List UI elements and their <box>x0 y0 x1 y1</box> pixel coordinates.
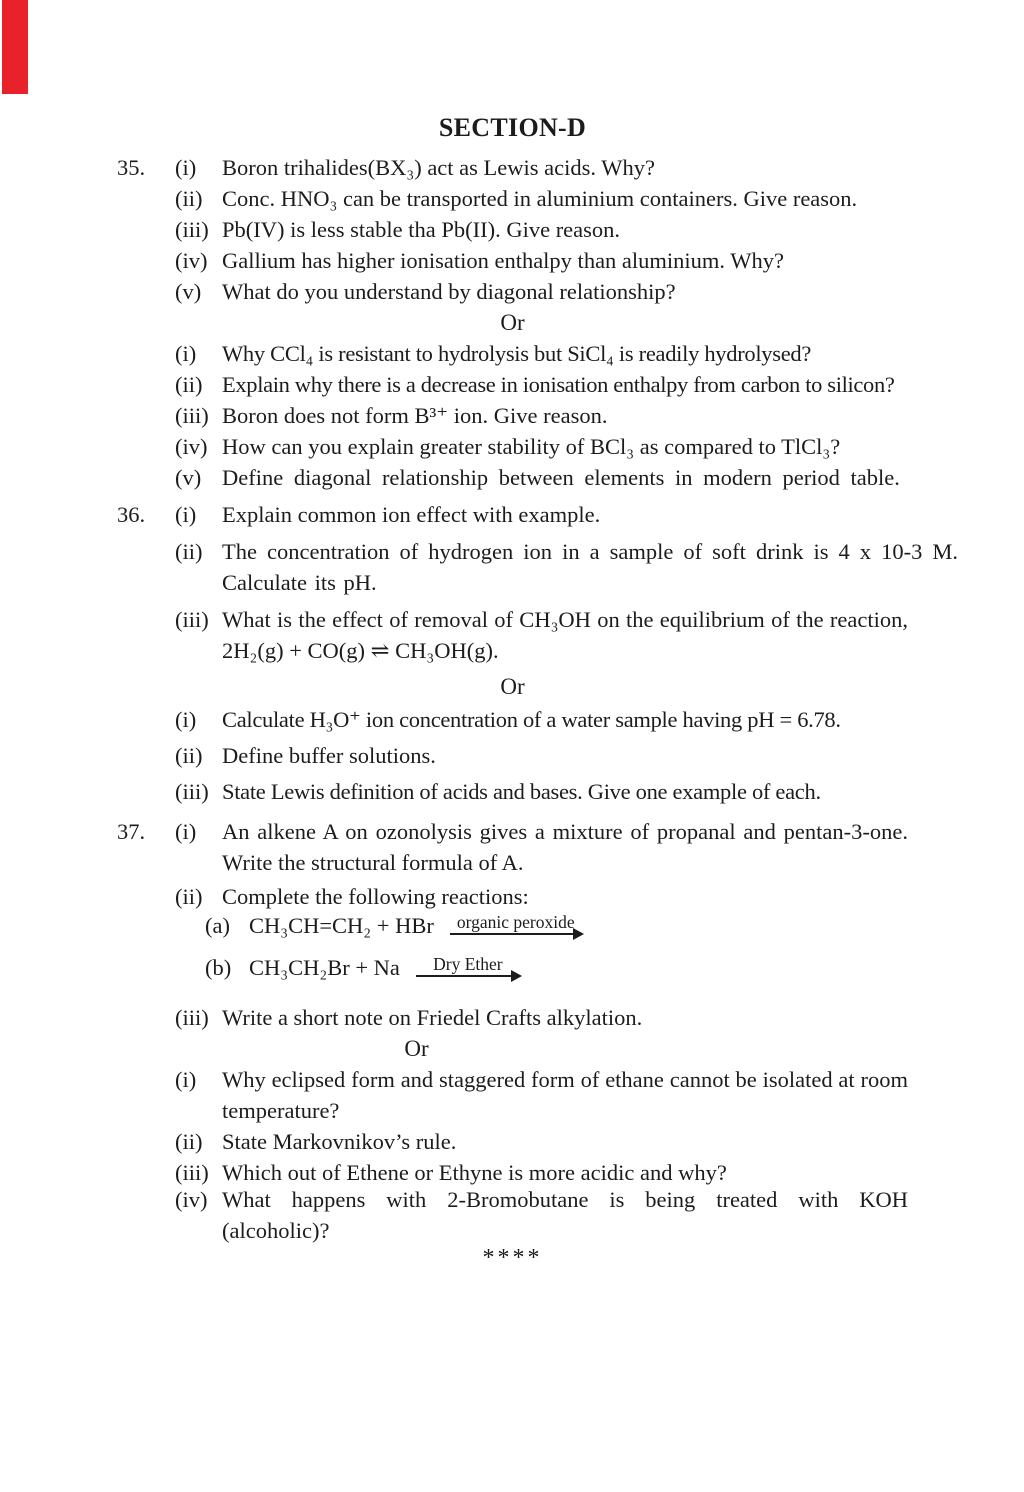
part-text: Why eclipsed form and staggered form of ethane cannot be isolated at room temperature? <box>222 1067 908 1123</box>
part-text: Write a short note on Friedel Crafts alkylation. <box>222 1005 643 1030</box>
reaction-condition: Dry Ether <box>433 954 503 974</box>
reaction-formula: CH₃CH=CH₂ + HBr <box>249 913 434 938</box>
part-label: (i) <box>175 155 197 180</box>
part-label: (iii) <box>175 217 209 242</box>
part-text: Define buffer solutions. <box>222 743 436 768</box>
right-arrow-icon <box>416 975 520 977</box>
question-number: 36. <box>117 502 146 527</box>
document-body <box>117 112 958 1271</box>
question-row <box>117 604 908 666</box>
question-row <box>117 276 908 307</box>
reaction-condition: organic peroxide <box>456 912 575 932</box>
question-row <box>117 400 908 431</box>
part-label: (ii) <box>175 539 203 564</box>
question-row <box>117 152 908 183</box>
part-label: (iii) <box>175 1005 209 1030</box>
question-row <box>117 1064 908 1126</box>
part-text: State Markovnikov’s rule. <box>222 1129 457 1154</box>
question-row <box>117 1002 908 1033</box>
part-text: What do you understand by diagonal relationship? <box>222 279 676 304</box>
question-row <box>117 776 908 807</box>
part-label: (ii) <box>175 372 203 397</box>
question-row <box>117 499 908 530</box>
part-text: Which out of Ethene or Ethyne is more acidic and why? <box>222 1160 727 1185</box>
part-text: Conc. HNO₃ can be transported in aluminium containers. Give reason. <box>222 186 858 211</box>
part-label: (ii) <box>175 884 203 909</box>
or-separator: Or <box>500 310 525 335</box>
part-text: Boron trihalides(BX₃) act as Lewis acids. Why? <box>222 155 655 180</box>
part-text: Complete the following reactions: <box>222 884 529 909</box>
part-text: Explain common ion effect with example. <box>222 502 601 527</box>
question-number: 37. <box>117 819 146 844</box>
part-label: (i) <box>175 502 197 527</box>
or-separator: Or <box>404 1036 429 1061</box>
reaction-label: (a) <box>205 913 230 938</box>
part-label: (i) <box>175 819 197 844</box>
reaction-formula: CH₃CH₂Br + Na <box>249 955 400 980</box>
question-row <box>117 881 908 912</box>
part-label: (iv) <box>175 248 208 273</box>
part-text: Why CCl₄ is resistant to hydrolysis but SiCl₄ is readily hydrolysed? <box>222 341 812 366</box>
question-row <box>117 338 908 369</box>
question-row <box>117 704 908 735</box>
part-label: (ii) <box>175 1129 203 1154</box>
part-text: Boron does not form B³⁺ ion. Give reason. <box>222 403 608 428</box>
part-label: (iii) <box>175 779 209 804</box>
question-number: 35. <box>117 155 146 180</box>
or-separator: Or <box>500 674 525 699</box>
reaction-row <box>205 952 908 994</box>
part-label: (iv) <box>175 1187 208 1212</box>
part-text: Define diagonal relationship between elements in modern period table. <box>222 465 900 490</box>
reaction-arrow <box>416 952 520 977</box>
part-text: Explain why there is a decrease in ionisation enthalpy from carbon to silicon? <box>222 372 895 397</box>
part-label: (ii) <box>175 186 203 211</box>
part-label: (v) <box>175 279 202 304</box>
red-margin-mark <box>2 0 28 94</box>
question-row <box>117 245 908 276</box>
end-marker: **** <box>482 1245 543 1271</box>
part-text: Pb(IV) is less stable tha Pb(II). Give reason. <box>222 217 621 242</box>
part-text: What is the effect of removal of CH₃OH on the equilibrium of the reaction, 2H₂(g) + CO(g) ⇌ CH₃OH(g). <box>222 607 908 663</box>
part-label: (ii) <box>175 743 203 768</box>
reaction-row <box>205 910 908 952</box>
part-label: (i) <box>175 707 197 732</box>
part-text: How can you explain greater stability of BCl₃ as compared to TlCl₃? <box>222 434 841 459</box>
part-text: An alkene A on ozonolysis gives a mixture of propanal and pentan-3-one. Write the structural formula of A. <box>222 819 908 875</box>
question-row <box>117 183 908 214</box>
part-text: Gallium has higher ionisation enthalpy than aluminium. Why? <box>222 248 784 273</box>
question-row <box>117 431 908 462</box>
question-row <box>117 536 958 598</box>
question-row <box>117 214 908 245</box>
question-row <box>117 462 908 493</box>
section-title: SECTION-D <box>438 113 587 142</box>
question-row <box>117 369 908 400</box>
part-text: State Lewis definition of acids and bases. Give one example of each. <box>222 779 821 804</box>
part-label: (iii) <box>175 607 209 632</box>
reaction-arrow <box>450 910 582 935</box>
right-arrow-icon <box>450 933 582 935</box>
part-text: What happens with 2-Bromobutane is being treated with KOH (alcoholic)? <box>222 1187 908 1243</box>
part-label: (iii) <box>175 403 209 428</box>
part-text: The concentration of hydrogen ion in a sample of soft drink is 4 x 10-3 M. Calculate its pH. <box>222 539 958 595</box>
part-text: Calculate H₃O⁺ ion concentration of a water sample having pH = 6.78. <box>222 707 841 732</box>
part-label: (iv) <box>175 434 208 459</box>
part-label: (i) <box>175 1067 197 1092</box>
question-row <box>117 740 908 771</box>
part-label: (i) <box>175 341 197 366</box>
question-row <box>117 1126 908 1157</box>
question-row <box>117 1184 908 1246</box>
part-label: (iii) <box>175 1160 209 1185</box>
question-row <box>117 816 908 878</box>
reaction-label: (b) <box>205 955 232 980</box>
part-label: (v) <box>175 465 202 490</box>
